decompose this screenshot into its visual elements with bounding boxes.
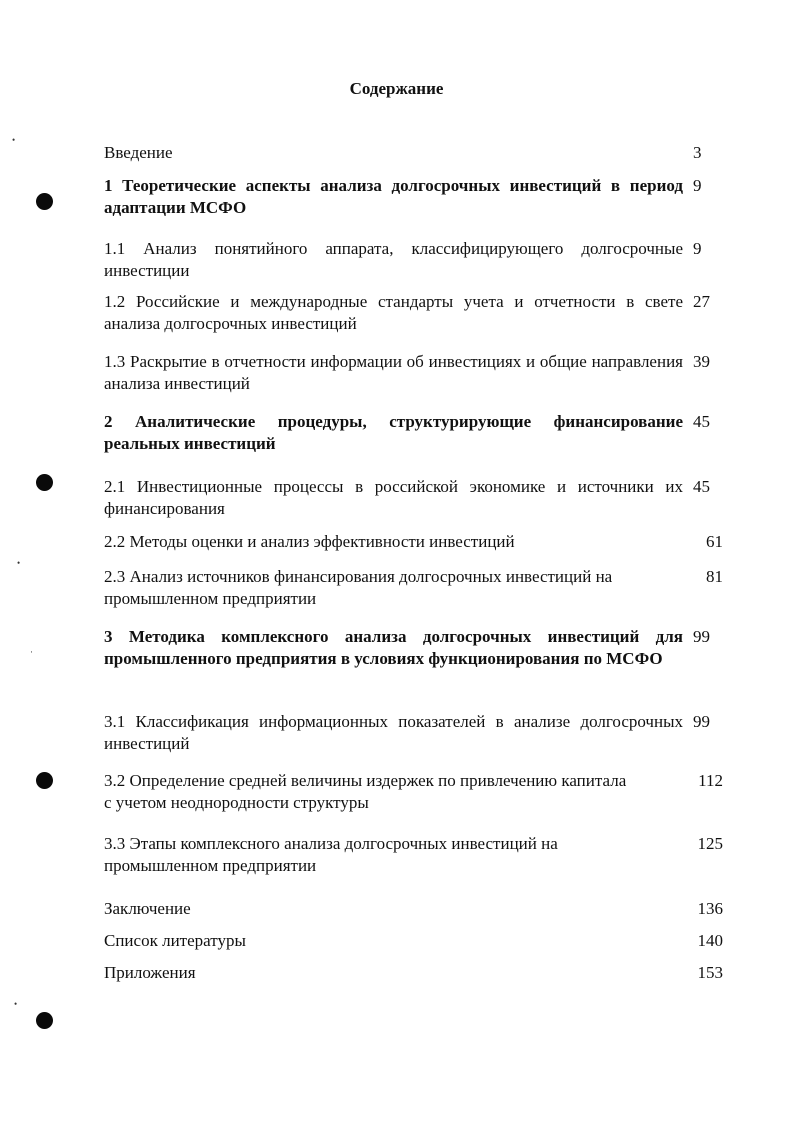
toc-entry-text: 2.2 Методы оценки и анализ эффективности инвестиций (104, 532, 515, 551)
toc-entry-page: 136 (697, 899, 723, 918)
toc-entry-page: 61 (706, 532, 723, 551)
toc-entry-page: 99 (693, 712, 710, 731)
toc-entry-text: Заключение (104, 899, 191, 918)
toc-entry-page: 45 (693, 412, 710, 431)
punch-hole-icon (36, 772, 53, 789)
toc-entry-text: 3.3 Этапы комплексного анализа долгосрочных инвестиций на промышленном предприятии (104, 834, 558, 875)
toc-entry-chapter-2 (104, 411, 720, 455)
toc-entry-text: 2 Аналитические процедуры, структурирующие финансирование реальных инвестиций (104, 412, 683, 453)
page-title: Содержание (349, 79, 444, 98)
toc-entry-page: 9 (693, 176, 702, 195)
toc-entry-text: 1.3 Раскрытие в отчетности информации об инвестициях и общие направления анализа инвестиций (104, 352, 683, 393)
toc-entry-page: 99 (693, 627, 710, 646)
toc-entry-section-1-3 (104, 351, 720, 395)
toc-entry-section-3-1 (104, 711, 720, 755)
toc-entry-section-1-1 (104, 238, 720, 282)
toc-entry-text: Введение (104, 143, 173, 162)
toc-entry-page: 45 (693, 477, 710, 496)
toc-entry-page: 153 (697, 963, 723, 982)
scan-speck-icon: • (17, 558, 21, 568)
toc-entry-page: 27 (693, 292, 710, 311)
scan-speck-icon: · (30, 647, 33, 657)
toc-entry-text: 1 Теоретические аспекты анализа долгосрочных инвестиций в период адаптации МСФО (104, 176, 683, 217)
toc-entry-appendices (104, 962, 723, 984)
toc-entry-text: 1.2 Российские и международные стандарты учета и отчетности в свете анализа долгосрочных инвестиций (104, 292, 683, 333)
toc-entry-page: 112 (698, 771, 723, 790)
toc-entry-references (104, 930, 723, 952)
toc-entry-text: Список литературы (104, 931, 246, 950)
toc-entry-section-2-1 (104, 476, 720, 520)
toc-entry-text: 1.1 Анализ понятийного аппарата, классифицирующего долгосрочные инвестиции (104, 239, 683, 280)
punch-hole-icon (36, 474, 53, 491)
toc-entry-conclusion (104, 898, 723, 920)
toc-entry-section-3-3 (104, 833, 723, 877)
scan-speck-icon: • (12, 135, 16, 145)
toc-entry-page: 140 (697, 931, 723, 950)
toc-entry-page: 39 (693, 352, 710, 371)
punch-hole-icon (36, 193, 53, 210)
toc-entry-section-3-2 (104, 770, 723, 814)
punch-hole-icon (36, 1012, 53, 1029)
toc-entry-page: 81 (706, 567, 723, 586)
toc-entry-section-1-2 (104, 291, 720, 335)
toc-entry-text: 3 Методика комплексного анализа долгосрочных инвестиций для промышленного предприятия в условиях функционирования по МСФО (104, 627, 683, 668)
toc-entry-text: Приложения (104, 963, 196, 982)
toc-entry-introduction (104, 142, 720, 164)
toc-entry-page: 3 (693, 143, 702, 162)
toc-entry-text: 3.2 Определение средней величины издержек по привлечению капитала с учетом неоднородности структуры (104, 771, 627, 812)
toc-entry-text: 2.3 Анализ источников финансирования долгосрочных инвестиций на промышленном предприятии (104, 567, 613, 608)
scan-speck-icon: • (14, 999, 18, 1009)
toc-entry-chapter-1 (104, 175, 720, 219)
toc-entry-section-2-2 (104, 531, 723, 553)
toc-entry-chapter-3 (104, 626, 720, 670)
toc-entry-text: 3.1 Классификация информационных показателей в анализе долгосрочных инвестиций (104, 712, 683, 753)
toc-entry-section-2-3 (104, 566, 723, 610)
toc-entry-page: 9 (693, 239, 702, 258)
toc-entry-text: 2.1 Инвестиционные процессы в российской экономике и источники их финансирования (104, 477, 683, 518)
toc-entry-page: 125 (697, 834, 723, 853)
